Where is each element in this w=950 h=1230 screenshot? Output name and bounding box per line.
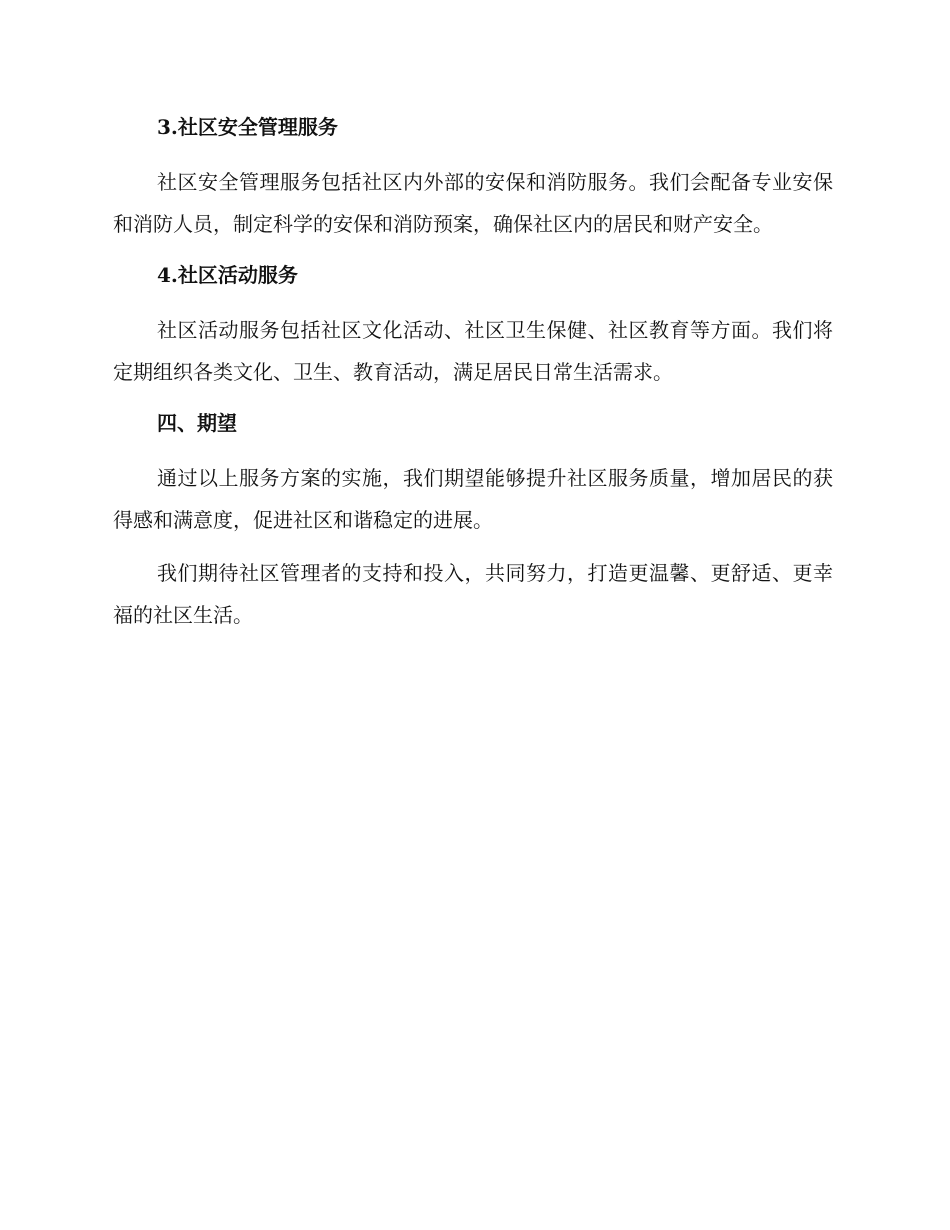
paragraph-expectations-1: 通过以上服务方案的实施，我们期望能够提升社区服务质量，增加居民的获得感和满意度，促进社区和谐稳定的进展。: [113, 466, 833, 532]
document-body: [113, 110, 833, 636]
paragraph-security: 社区安全管理服务包括社区内外部的安保和消防服务。我们会配备专业安保和消防人员，制定科学的安保和消防预案，确保社区内的居民和财产安全。: [113, 170, 833, 236]
section-heading-activities: 4.社区活动服务: [157, 263, 298, 287]
paragraph-expectations-2: 我们期待社区管理者的支持和投入，共同努力，打造更温馨、更舒适、更幸福的社区生活。: [113, 561, 833, 627]
paragraph-activities: 社区活动服务包括社区文化活动、社区卫生保健、社区教育等方面。我们将定期组织各类文化、卫生、教育活动，满足居民日常生活需求。: [113, 318, 833, 384]
section-heading-security: 3.社区安全管理服务: [157, 115, 338, 139]
section-heading-expectations: 四、期望: [157, 411, 237, 435]
